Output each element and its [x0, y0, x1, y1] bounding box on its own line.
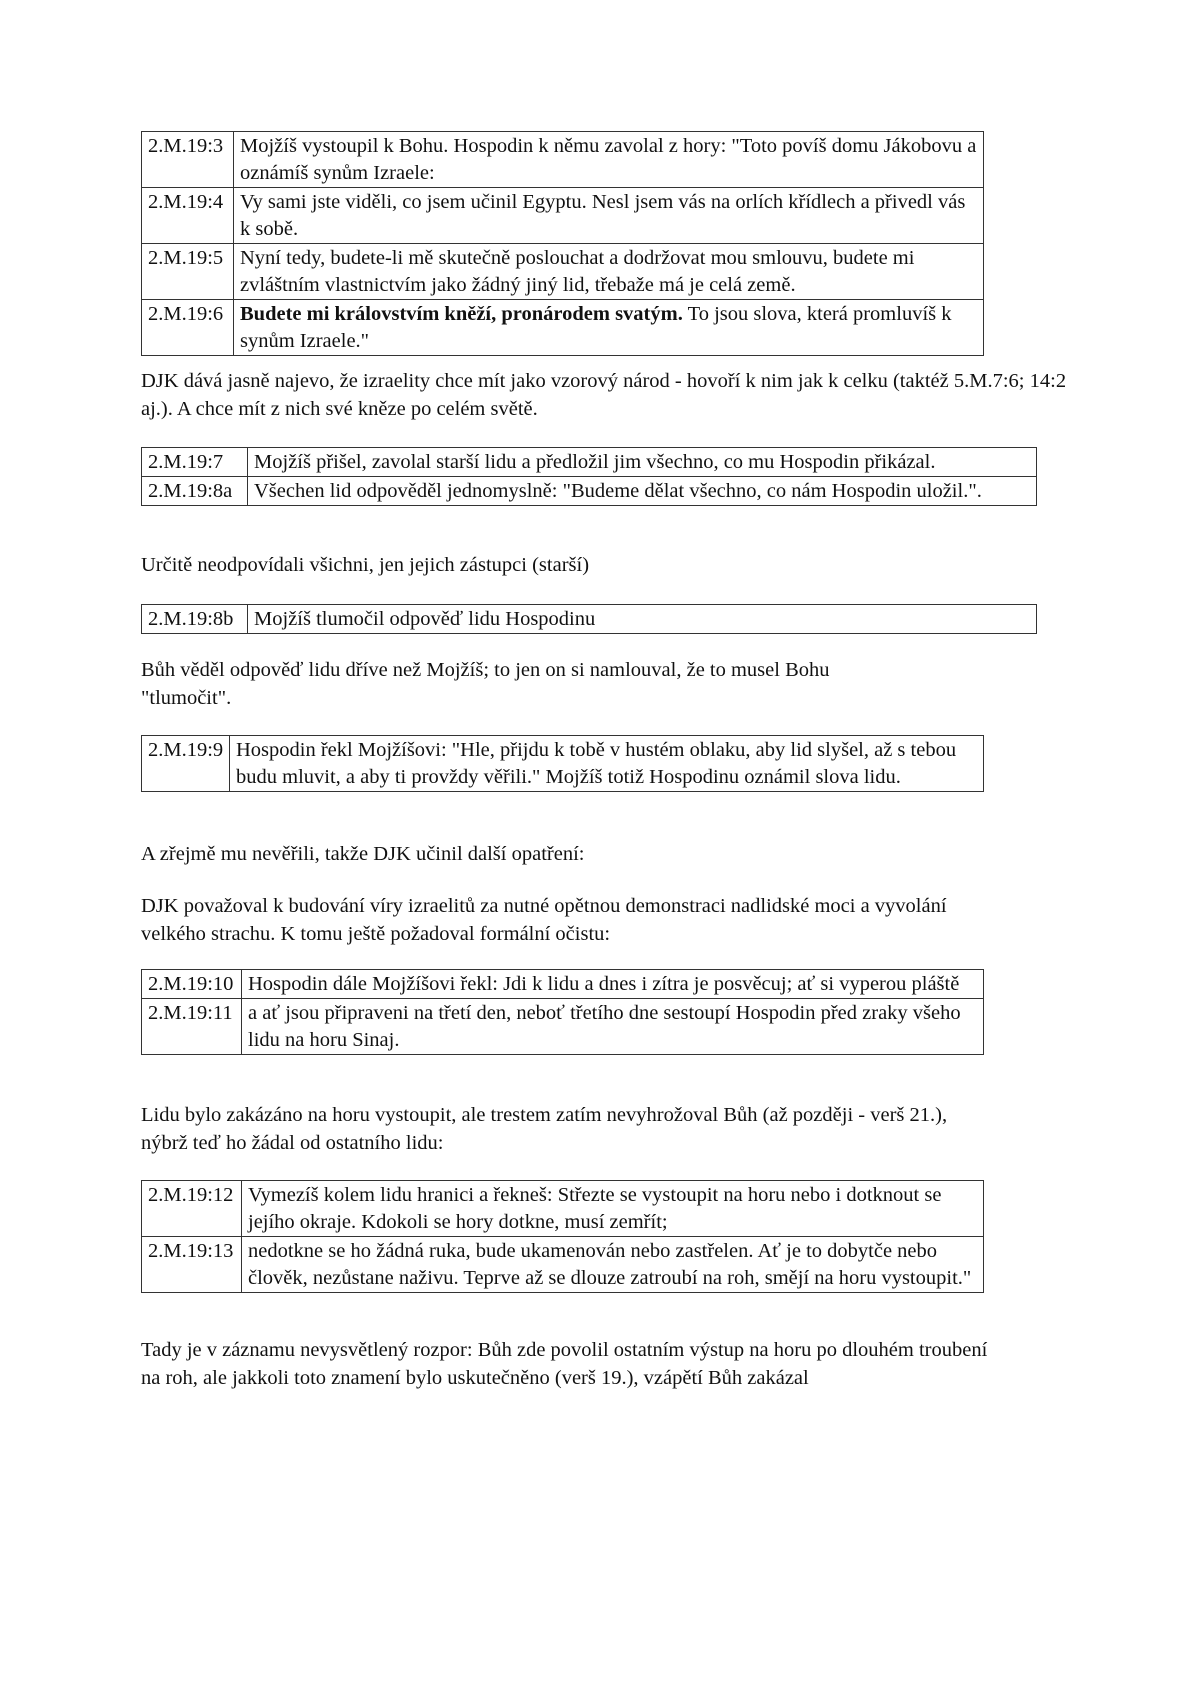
- verse-table-3: [141, 604, 1037, 634]
- commentary-paragraph: A zřejmě mu nevěřili, takže DJK učinil další opatření:: [141, 843, 585, 865]
- verse-reference: 2.M.19:5: [142, 244, 234, 300]
- commentary-paragraph: Určitě neodpovídali všichni, jen jejich zástupci (starší): [141, 554, 590, 576]
- verse-row: [142, 244, 984, 300]
- verse-table-2: [141, 447, 1037, 506]
- verse-reference: 2.M.19:9: [142, 736, 230, 792]
- verse-row: [142, 188, 984, 244]
- verse-reference: 2.M.19:11: [142, 999, 242, 1055]
- verse-row: [142, 477, 1037, 506]
- verse-row: [142, 1181, 984, 1237]
- verse-reference: 2.M.19:12: [142, 1181, 242, 1237]
- verse-emphasis: Budete mi královstvím kněží, pronárodem svatým.: [240, 303, 683, 325]
- verse-row: [142, 1237, 984, 1293]
- verse-row: [142, 448, 1037, 477]
- verse-reference: 2.M.19:8b: [142, 605, 248, 634]
- verse-row: [142, 736, 984, 792]
- verse-text: Nyní tedy, budete-li mě skutečně poslouchat a dodržovat mou smlouvu, budete mi zvláštním vlastnictvím jako žádný jiný lid, třebaže má je celá země.: [234, 244, 984, 300]
- verse-reference: 2.M.19:6: [142, 300, 234, 356]
- commentary-paragraph: DJK považoval k budování víry izraelitů za nutné opětnou demonstraci nadlidské moci a vyvolání velkého strachu. K tomu ještě požadoval formální očistu:: [141, 895, 947, 945]
- verse-reference: 2.M.19:8a: [142, 477, 248, 506]
- verse-table-5: [141, 969, 984, 1055]
- verse-reference: 2.M.19:13: [142, 1237, 242, 1293]
- verse-text: Mojžíš vystoupil k Bohu. Hospodin k němu zavolal z hory: "Toto povíš domu Jákobovu a oznámíš synům Izraele:: [234, 132, 984, 188]
- verse-table-4: [141, 735, 984, 792]
- verse-text: a ať jsou připraveni na třetí den, neboť třetího dne sestoupí Hospodin před zraky všeho lidu na horu Sinaj.: [242, 999, 984, 1055]
- verse-table-6: [141, 1180, 984, 1293]
- verse-text: Vy sami jste viděli, co jsem učinil Egyptu. Nesl jsem vás na orlích křídlech a přivedl vás k sobě.: [234, 188, 984, 244]
- verse-text: Mojžíš tlumočil odpověď lidu Hospodinu: [248, 605, 1037, 634]
- verse-reference: 2.M.19:4: [142, 188, 234, 244]
- verse-row: [142, 970, 984, 999]
- verse-text-rest: To jsou slova, která promluvíš k synům Izraele.": [240, 303, 952, 352]
- commentary-paragraph: Lidu bylo zakázáno na horu vystoupit, ale trestem zatím nevyhrožoval Bůh (až později - verš 21.), nýbrž teď ho žádal od ostatního lidu:: [141, 1104, 948, 1154]
- commentary-paragraph: Bůh věděl odpověď lidu dříve než Mojžíš; to jen on si namlouval, že to musel Bohu "tlumočit".: [141, 659, 830, 709]
- verse-row: [142, 605, 1037, 634]
- verse-reference: 2.M.19:3: [142, 132, 234, 188]
- verse-text: Hospodin dále Mojžíšovi řekl: Jdi k lidu a dnes i zítra je posvěcuj; ať si vyperou pláště: [242, 970, 984, 999]
- verse-table-1: [141, 131, 984, 356]
- verse-reference: 2.M.19:7: [142, 448, 248, 477]
- verse-text: Vymezíš kolem lidu hranici a řekneš: Střezte se vystoupit na horu nebo i dotknout se jejího okraje. Kdokoli se hory dotkne, musí zemřít;: [242, 1181, 984, 1237]
- commentary-paragraph: DJK dává jasně najevo, že izraelity chce mít jako vzorový národ - hovoří k nim jak k celku (taktéž 5.M.7:6; 14:2 aj.). A chce mít z nich své kněze po celém světě.: [141, 370, 1067, 420]
- verse-text: [234, 300, 984, 356]
- verse-reference: 2.M.19:10: [142, 970, 242, 999]
- verse-text: Mojžíš přišel, zavolal starší lidu a předložil jim všechno, co mu Hospodin přikázal.: [248, 448, 1037, 477]
- verse-row: [142, 300, 984, 356]
- verse-row: [142, 999, 984, 1055]
- verse-text: Všechen lid odpověděl jednomyslně: "Budeme dělat všechno, co nám Hospodin uložil.".: [248, 477, 1037, 506]
- verse-text: nedotkne se ho žádná ruka, bude ukamenován nebo zastřelen. Ať je to dobytče nebo člověk, nezůstane naživu. Teprve až se dlouze zatroubí na roh, smějí na horu vystoupit.": [242, 1237, 984, 1293]
- commentary-paragraph: Tady je v záznamu nevysvětlený rozpor: Bůh zde povolil ostatním výstup na horu po dlouhém troubení na roh, ale jakkoli toto znamení bylo uskutečněno (verš 19.), vzápětí Bůh zakázal: [141, 1339, 988, 1389]
- verse-text: Hospodin řekl Mojžíšovi: "Hle, přijdu k tobě v hustém oblaku, aby lid slyšel, až s tebou budu mluvit, a aby ti provždy věřili." Mojžíš totiž Hospodinu oznámil slova lidu.: [230, 736, 984, 792]
- verse-row: [142, 132, 984, 188]
